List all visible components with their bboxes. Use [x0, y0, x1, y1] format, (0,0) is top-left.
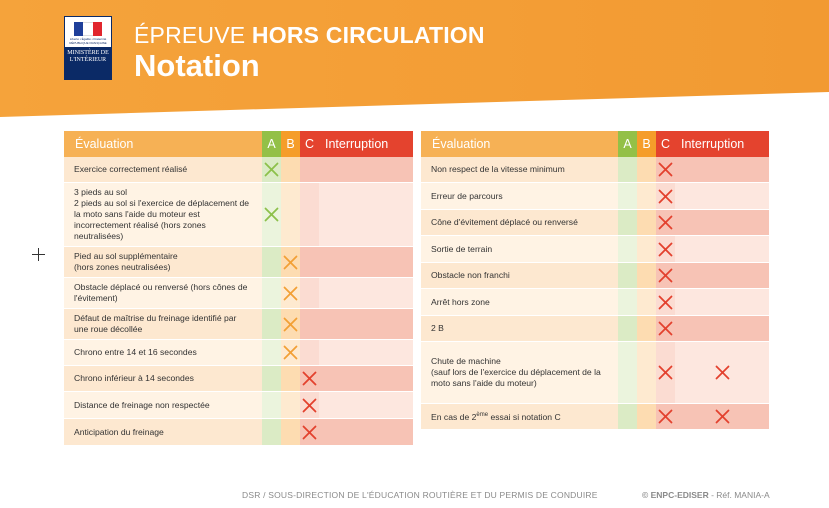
cross-mark-icon — [658, 268, 673, 283]
grade-cell-c — [300, 309, 319, 340]
table-row — [421, 404, 769, 430]
grade-cell-c — [656, 210, 675, 236]
interruption-cell — [675, 316, 769, 342]
left-evaluation-table — [64, 131, 413, 446]
row-label: Obstacle déplacé ou renversé (hors cônes de l'évitement) — [64, 278, 262, 309]
table-row — [64, 183, 413, 247]
cross-mark-icon — [715, 409, 730, 424]
cross-mark-icon — [658, 162, 673, 177]
table-row — [64, 419, 413, 446]
row-label: En cas de 2ème essai si notation C — [421, 404, 618, 430]
grade-cell-b — [281, 309, 300, 340]
table-row — [64, 392, 413, 419]
interruption-cell — [319, 392, 413, 419]
table-row — [421, 289, 769, 316]
grade-cell-b — [637, 263, 656, 289]
interruption-cell — [675, 263, 769, 289]
right-evaluation-table — [421, 131, 769, 430]
grade-cell-b — [281, 157, 300, 183]
column-a: A — [262, 131, 281, 157]
interruption-cell — [319, 157, 413, 183]
footer-ref: - Réf. MANIA-A — [708, 490, 770, 500]
grade-cell-a — [618, 183, 637, 210]
cross-mark-icon — [283, 317, 298, 332]
column-c: C — [656, 131, 675, 157]
table-row — [421, 263, 769, 289]
grade-cell-b — [281, 278, 300, 309]
title-light: ÉPREUVE — [134, 22, 246, 48]
row-label: Chute de machine (sauf lors de l'exercice du déplacement de la moto sans l'aide du moteur) — [421, 342, 618, 404]
table-row — [64, 157, 413, 183]
row-label: Cône d'évitement déplacé ou renversé — [421, 210, 618, 236]
interruption-cell — [675, 342, 769, 404]
grade-cell-b — [281, 340, 300, 366]
cross-mark-icon — [658, 365, 673, 380]
row-label: Sortie de terrain — [421, 236, 618, 263]
page-title — [134, 22, 485, 49]
grade-cell-c — [300, 340, 319, 366]
grade-cell-a — [618, 289, 637, 316]
grade-cell-c — [300, 419, 319, 446]
row-label: Obstacle non franchi — [421, 263, 618, 289]
title-bold: HORS CIRCULATION — [251, 22, 485, 48]
table-row — [64, 247, 413, 278]
table-row — [421, 157, 769, 183]
cross-mark-icon — [302, 425, 317, 440]
cross-mark-icon — [658, 189, 673, 204]
cross-mark-icon — [658, 295, 673, 310]
table-row — [421, 236, 769, 263]
interruption-cell — [319, 247, 413, 278]
interruption-cell — [319, 278, 413, 309]
footer-copyright: © ENPC-EDISER — [642, 490, 709, 500]
grade-cell-a — [262, 419, 281, 446]
cross-mark-icon — [658, 409, 673, 424]
cross-mark-icon — [658, 215, 673, 230]
table-row — [421, 183, 769, 210]
grade-cell-b — [281, 366, 300, 392]
column-interruption: Interruption — [319, 131, 413, 157]
grade-cell-b — [637, 157, 656, 183]
grade-cell-c — [300, 157, 319, 183]
table-row — [64, 366, 413, 392]
interruption-cell — [675, 183, 769, 210]
grade-cell-c — [300, 392, 319, 419]
grade-cell-a — [618, 263, 637, 289]
grade-cell-a — [618, 236, 637, 263]
cross-mark-icon — [715, 365, 730, 380]
page-subtitle: Notation — [134, 48, 260, 83]
table-row — [64, 278, 413, 309]
grade-cell-a — [618, 342, 637, 404]
grade-cell-c — [656, 342, 675, 404]
grade-cell-a — [618, 157, 637, 183]
grade-cell-c — [656, 236, 675, 263]
cross-mark-icon — [658, 321, 673, 336]
grade-cell-a — [618, 404, 637, 430]
grade-cell-b — [637, 236, 656, 263]
table-row — [421, 210, 769, 236]
interruption-cell — [675, 289, 769, 316]
interruption-cell — [675, 210, 769, 236]
grade-cell-b — [637, 183, 656, 210]
grade-cell-b — [281, 183, 300, 247]
interruption-cell — [675, 236, 769, 263]
column-evaluation: Évaluation — [421, 131, 618, 157]
cross-mark-icon — [658, 242, 673, 257]
table-row — [64, 340, 413, 366]
table-row — [421, 316, 769, 342]
logo-ministry-text: MINISTÈRE DE L'INTÉRIEUR — [65, 47, 111, 79]
row-label: Défaut de maîtrise du freinage identifié par une roue décollée — [64, 309, 262, 340]
footer-source: DSR / SOUS-DIRECTION DE L'ÉDUCATION ROUTIÈRE ET DU PERMIS DE CONDUIRE — [242, 490, 598, 500]
crosshair-cursor-icon — [32, 248, 45, 261]
grade-cell-b — [637, 404, 656, 430]
ministry-logo — [64, 16, 112, 80]
table-row — [421, 342, 769, 404]
interruption-cell — [319, 419, 413, 446]
column-a: A — [618, 131, 637, 157]
interruption-cell — [319, 340, 413, 366]
interruption-cell — [675, 404, 769, 430]
grade-cell-c — [656, 157, 675, 183]
grade-cell-b — [637, 342, 656, 404]
grade-cell-a — [618, 316, 637, 342]
interruption-cell — [675, 157, 769, 183]
footer-reference — [642, 490, 770, 500]
row-label: 3 pieds au sol 2 pieds au sol si l'exercice de déplacement de la moto sans l'aide du moteur est incorrectement réalisé (hors zones neutralisées) — [64, 183, 262, 247]
grade-cell-a — [262, 278, 281, 309]
cross-mark-icon — [302, 371, 317, 386]
header-band — [0, 0, 829, 120]
table-row — [64, 309, 413, 340]
interruption-cell — [319, 366, 413, 392]
grade-cell-a — [262, 392, 281, 419]
grade-cell-b — [281, 247, 300, 278]
row-label: Erreur de parcours — [421, 183, 618, 210]
grade-cell-c — [300, 247, 319, 278]
interruption-cell — [319, 309, 413, 340]
cross-mark-icon — [283, 286, 298, 301]
grade-cell-a — [262, 309, 281, 340]
row-label: Chrono inférieur à 14 secondes — [64, 366, 262, 392]
grade-cell-b — [637, 289, 656, 316]
grade-cell-b — [281, 392, 300, 419]
grade-cell-b — [637, 210, 656, 236]
left-table-header — [64, 131, 413, 157]
grade-cell-a — [262, 340, 281, 366]
cross-mark-icon — [283, 345, 298, 360]
column-interruption: Interruption — [675, 131, 769, 157]
cross-mark-icon — [264, 162, 279, 177]
grade-cell-c — [656, 183, 675, 210]
row-label: Arrêt hors zone — [421, 289, 618, 316]
row-label: Chrono entre 14 et 16 secondes — [64, 340, 262, 366]
interruption-cell — [319, 183, 413, 247]
french-flag-icon — [74, 22, 102, 36]
header-background — [0, 0, 829, 120]
column-b: B — [637, 131, 656, 157]
grade-cell-a — [262, 366, 281, 392]
logo-republic-text: Liberté • Égalité • Fraternité RÉPUBLIQUE FRANÇAISE — [69, 37, 107, 45]
column-b: B — [281, 131, 300, 157]
cross-mark-icon — [302, 398, 317, 413]
grade-cell-c — [656, 404, 675, 430]
column-c: C — [300, 131, 319, 157]
grade-cell-c — [300, 278, 319, 309]
row-label: 2 B — [421, 316, 618, 342]
row-label: Non respect de la vitesse minimum — [421, 157, 618, 183]
column-evaluation: Évaluation — [64, 131, 262, 157]
grade-cell-c — [656, 263, 675, 289]
grade-cell-c — [300, 183, 319, 247]
grade-cell-c — [656, 289, 675, 316]
cross-mark-icon — [264, 207, 279, 222]
grade-cell-a — [618, 210, 637, 236]
cross-mark-icon — [283, 255, 298, 270]
grade-cell-c — [656, 316, 675, 342]
grade-cell-a — [262, 247, 281, 278]
right-table-header — [421, 131, 769, 157]
grade-cell-a — [262, 157, 281, 183]
grade-cell-b — [281, 419, 300, 446]
grade-cell-a — [262, 183, 281, 247]
row-label: Pied au sol supplémentaire (hors zones neutralisées) — [64, 247, 262, 278]
grade-cell-b — [637, 316, 656, 342]
row-label: Distance de freinage non respectée — [64, 392, 262, 419]
row-label: Anticipation du freinage — [64, 419, 262, 446]
row-label: Exercice correctement réalisé — [64, 157, 262, 183]
grade-cell-c — [300, 366, 319, 392]
